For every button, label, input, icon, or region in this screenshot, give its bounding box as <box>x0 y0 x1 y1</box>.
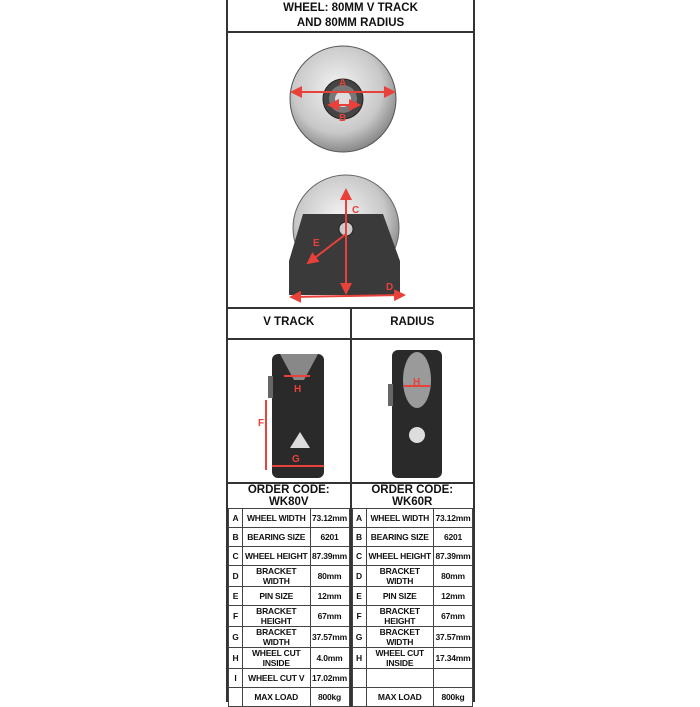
spec-value: 80mm <box>434 566 473 587</box>
spec-label: MAX LOAD <box>366 688 434 707</box>
wk60r-spec-table <box>352 484 474 707</box>
table-row <box>229 648 350 669</box>
table-row <box>352 606 473 627</box>
spec-value: 6201 <box>310 528 349 547</box>
spec-label: BRACKET WIDTH <box>366 627 434 648</box>
dimension-letter: B <box>352 528 366 547</box>
spec-value: 17.34mm <box>434 648 473 669</box>
spec-value: 73.12mm <box>434 509 473 528</box>
spec-value: 80mm <box>310 566 349 587</box>
spec-label: BRACKET WIDTH <box>366 566 434 587</box>
spec-value: 37.57mm <box>310 627 349 648</box>
spec-value <box>434 669 473 688</box>
table-row <box>229 606 350 627</box>
dimension-letter: A <box>229 509 243 528</box>
svg-text:A: A <box>339 78 347 89</box>
dimension-letter: G <box>229 627 243 648</box>
svg-text:B: B <box>339 113 347 124</box>
table-row <box>229 509 350 528</box>
table-row <box>229 587 350 606</box>
table-row <box>229 566 350 587</box>
title-line-1: WHEEL: 80MM V TRACK <box>283 2 418 14</box>
spec-label: WHEEL WIDTH <box>243 509 311 528</box>
dimension-letter: E <box>352 587 366 606</box>
spec-value: 12mm <box>434 587 473 606</box>
wheel-front-view <box>290 46 396 152</box>
spec-label: BRACKET HEIGHT <box>366 606 434 627</box>
v-track-photo <box>228 340 352 482</box>
order-code: ORDER CODE: WK60R <box>352 484 473 509</box>
table-row <box>352 547 473 566</box>
order-tables <box>228 484 473 707</box>
dimension-letter <box>352 688 366 707</box>
spec-label: BEARING SIZE <box>366 528 434 547</box>
dimension-letter: C <box>229 547 243 566</box>
dimension-letter <box>229 688 243 707</box>
spec-label: BEARING SIZE <box>243 528 311 547</box>
table-row <box>352 669 473 688</box>
wheel-type-header <box>228 309 473 338</box>
wheel-dimension-diagram <box>228 33 473 309</box>
wheel-bracket-view <box>289 175 404 297</box>
spec-label: BRACKET HEIGHT <box>243 606 311 627</box>
svg-text:G: G <box>292 454 300 465</box>
table-row <box>352 688 473 707</box>
svg-text:H: H <box>413 377 421 388</box>
spec-value: 67mm <box>434 606 473 627</box>
spec-value: 800kg <box>434 688 473 707</box>
table-row <box>229 547 350 566</box>
dimension-letter: G <box>352 627 366 648</box>
table-row <box>229 669 350 688</box>
svg-text:D: D <box>386 282 394 293</box>
spec-label: MAX LOAD <box>243 688 311 707</box>
spec-label: WHEEL CUT INSIDE <box>243 648 311 669</box>
spec-value: 37.57mm <box>434 627 473 648</box>
sheet-title <box>228 0 473 33</box>
dimension-letter: A <box>352 509 366 528</box>
spec-label: WHEEL CUT V <box>243 669 311 688</box>
spec-value: 4.0mm <box>310 648 349 669</box>
spec-value: 6201 <box>434 528 473 547</box>
table-row <box>229 688 350 707</box>
table-row <box>352 509 473 528</box>
wk80v-spec-table <box>228 484 352 707</box>
svg-text:F: F <box>258 418 265 429</box>
table-row <box>352 528 473 547</box>
table-row <box>352 627 473 648</box>
table-row <box>229 627 350 648</box>
spec-value: 12mm <box>310 587 349 606</box>
spec-label: WHEEL HEIGHT <box>366 547 434 566</box>
dimension-letter: E <box>229 587 243 606</box>
dimension-letter: F <box>352 606 366 627</box>
dimension-letter: F <box>229 606 243 627</box>
spec-value: 73.12mm <box>310 509 349 528</box>
spec-label: BRACKET WIDTH <box>243 627 311 648</box>
table-row <box>352 566 473 587</box>
svg-text:C: C <box>352 205 360 216</box>
dimension-letter: B <box>229 528 243 547</box>
spec-value: 67mm <box>310 606 349 627</box>
dimension-letter: H <box>352 648 366 669</box>
dimension-letter: D <box>352 566 366 587</box>
spec-label: PIN SIZE <box>243 587 311 606</box>
wheel-side-photos <box>228 338 473 484</box>
spec-value: 17.02mm <box>310 669 349 688</box>
table-row <box>229 528 350 547</box>
table-row <box>352 648 473 669</box>
spec-value: 87.39mm <box>310 547 349 566</box>
svg-text:E: E <box>313 238 320 249</box>
dimension-letter: H <box>229 648 243 669</box>
spec-label: BRACKET WIDTH <box>243 566 311 587</box>
spec-sheet <box>226 0 475 702</box>
spec-label: PIN SIZE <box>366 587 434 606</box>
spec-value: 87.39mm <box>434 547 473 566</box>
dimension-letter: I <box>229 669 243 688</box>
spec-label: WHEEL HEIGHT <box>243 547 311 566</box>
table-row <box>352 587 473 606</box>
dimension-letter <box>352 669 366 688</box>
spec-label: WHEEL CUT INSIDE <box>366 648 434 669</box>
radius-photo <box>352 340 474 482</box>
svg-text:H: H <box>294 384 302 395</box>
dimension-letter: C <box>352 547 366 566</box>
order-code: ORDER CODE: WK80V <box>229 484 350 509</box>
dimension-letter: D <box>229 566 243 587</box>
radius-label: RADIUS <box>390 316 435 328</box>
spec-label: WHEEL WIDTH <box>366 509 434 528</box>
spec-value: 800kg <box>310 688 349 707</box>
title-line-2: AND 80MM RADIUS <box>296 17 405 29</box>
spec-label <box>366 669 434 688</box>
v-track-label: V TRACK <box>228 309 352 338</box>
